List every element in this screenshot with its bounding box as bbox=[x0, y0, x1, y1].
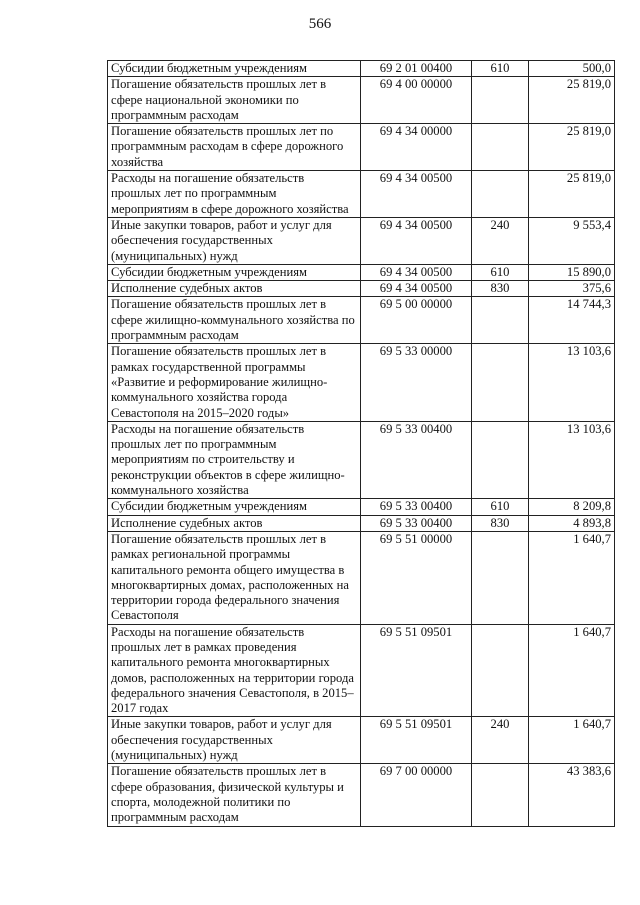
table-row bbox=[108, 421, 615, 498]
row-name: Расходы на погашение обязательств прошлых лет по программным мероприятиям по строительству и реконструкции объектов в сфере жилищно-коммунального хозяйства bbox=[108, 421, 361, 498]
row-amount: 500,0 bbox=[529, 61, 615, 77]
row-name: Субсидии бюджетным учреждениям bbox=[108, 61, 361, 77]
row-expense-type: 830 bbox=[472, 515, 529, 531]
table-row bbox=[108, 515, 615, 531]
row-expense-type: 240 bbox=[472, 217, 529, 264]
row-name: Исполнение судебных актов bbox=[108, 281, 361, 297]
row-code: 69 5 51 09501 bbox=[361, 624, 472, 717]
row-code: 69 2 01 00400 bbox=[361, 61, 472, 77]
budget-table bbox=[107, 60, 615, 827]
table-row bbox=[108, 61, 615, 77]
row-name: Иные закупки товаров, работ и услуг для обеспечения государственных (муниципальных) нужд bbox=[108, 717, 361, 764]
row-code: 69 5 51 09501 bbox=[361, 717, 472, 764]
table-row bbox=[108, 171, 615, 218]
row-expense-type bbox=[472, 344, 529, 421]
row-amount: 8 209,8 bbox=[529, 499, 615, 515]
table-row bbox=[108, 717, 615, 764]
row-code: 69 4 34 00000 bbox=[361, 124, 472, 171]
table-row bbox=[108, 77, 615, 124]
row-code: 69 5 51 00000 bbox=[361, 531, 472, 624]
row-name: Погашение обязательств прошлых лет по программным расходам в сфере дорожного хозяйства bbox=[108, 124, 361, 171]
row-amount: 25 819,0 bbox=[529, 124, 615, 171]
row-expense-type bbox=[472, 124, 529, 171]
row-code: 69 5 00 00000 bbox=[361, 297, 472, 344]
table-row bbox=[108, 124, 615, 171]
row-name: Субсидии бюджетным учреждениям bbox=[108, 499, 361, 515]
row-amount: 375,6 bbox=[529, 281, 615, 297]
row-code: 69 5 33 00400 bbox=[361, 421, 472, 498]
row-name: Субсидии бюджетным учреждениям bbox=[108, 264, 361, 280]
table-row bbox=[108, 297, 615, 344]
row-code: 69 4 00 00000 bbox=[361, 77, 472, 124]
row-name: Исполнение судебных актов bbox=[108, 515, 361, 531]
table-row bbox=[108, 624, 615, 717]
page-number: 566 bbox=[308, 16, 332, 32]
table-row bbox=[108, 264, 615, 280]
row-amount: 13 103,6 bbox=[529, 421, 615, 498]
row-expense-type bbox=[472, 297, 529, 344]
row-expense-type bbox=[472, 764, 529, 826]
row-name: Расходы на погашение обязательств прошлых лет по программным мероприятиям в сфере дорожного хозяйства bbox=[108, 171, 361, 218]
row-name: Расходы на погашение обязательств прошлых лет в рамках проведения капитального ремонта многоквартирных домов, расположенных на территории города федерального значения Севастополя, в 2015–2017 годах bbox=[108, 624, 361, 717]
row-expense-type: 240 bbox=[472, 717, 529, 764]
row-expense-type bbox=[472, 421, 529, 498]
table-row bbox=[108, 531, 615, 624]
row-amount: 25 819,0 bbox=[529, 171, 615, 218]
table-row bbox=[108, 764, 615, 826]
row-code: 69 5 33 00400 bbox=[361, 499, 472, 515]
row-expense-type: 610 bbox=[472, 499, 529, 515]
row-code: 69 4 34 00500 bbox=[361, 281, 472, 297]
row-code: 69 4 34 00500 bbox=[361, 217, 472, 264]
row-amount: 1 640,7 bbox=[529, 531, 615, 624]
row-code: 69 7 00 00000 bbox=[361, 764, 472, 826]
row-amount: 1 640,7 bbox=[529, 717, 615, 764]
row-name: Погашение обязательств прошлых лет в рамках региональной программы капитального ремонта общего имущества в многоквартирных домах, расположенных на территории города федерального значения Севастополя bbox=[108, 531, 361, 624]
row-amount: 43 383,6 bbox=[529, 764, 615, 826]
table-row bbox=[108, 499, 615, 515]
row-code: 69 4 34 00500 bbox=[361, 264, 472, 280]
row-code: 69 5 33 00000 bbox=[361, 344, 472, 421]
table-row bbox=[108, 217, 615, 264]
row-code: 69 4 34 00500 bbox=[361, 171, 472, 218]
row-name: Погашение обязательств прошлых лет в сфере национальной экономики по программным расходам bbox=[108, 77, 361, 124]
row-expense-type bbox=[472, 531, 529, 624]
row-expense-type bbox=[472, 624, 529, 717]
row-amount: 1 640,7 bbox=[529, 624, 615, 717]
row-code: 69 5 33 00400 bbox=[361, 515, 472, 531]
row-expense-type bbox=[472, 77, 529, 124]
row-expense-type: 830 bbox=[472, 281, 529, 297]
table-row bbox=[108, 281, 615, 297]
row-amount: 9 553,4 bbox=[529, 217, 615, 264]
budget-table-body bbox=[108, 61, 615, 827]
row-amount: 13 103,6 bbox=[529, 344, 615, 421]
row-expense-type: 610 bbox=[472, 264, 529, 280]
row-expense-type bbox=[472, 171, 529, 218]
row-amount: 14 744,3 bbox=[529, 297, 615, 344]
table-row bbox=[108, 344, 615, 421]
row-amount: 4 893,8 bbox=[529, 515, 615, 531]
row-name: Иные закупки товаров, работ и услуг для обеспечения государственных (муниципальных) нужд bbox=[108, 217, 361, 264]
row-expense-type: 610 bbox=[472, 61, 529, 77]
row-amount: 15 890,0 bbox=[529, 264, 615, 280]
row-name: Погашение обязательств прошлых лет в сфере жилищно-коммунального хозяйства по программным расходам bbox=[108, 297, 361, 344]
row-name: Погашение обязательств прошлых лет в рамках государственной программы «Развитие и реформирование жилищно-коммунального хозяйства города Севастополя на 2015–2020 годы» bbox=[108, 344, 361, 421]
row-name: Погашение обязательств прошлых лет в сфере образования, физической культуры и спорта, молодежной политики по программным расходам bbox=[108, 764, 361, 826]
row-amount: 25 819,0 bbox=[529, 77, 615, 124]
